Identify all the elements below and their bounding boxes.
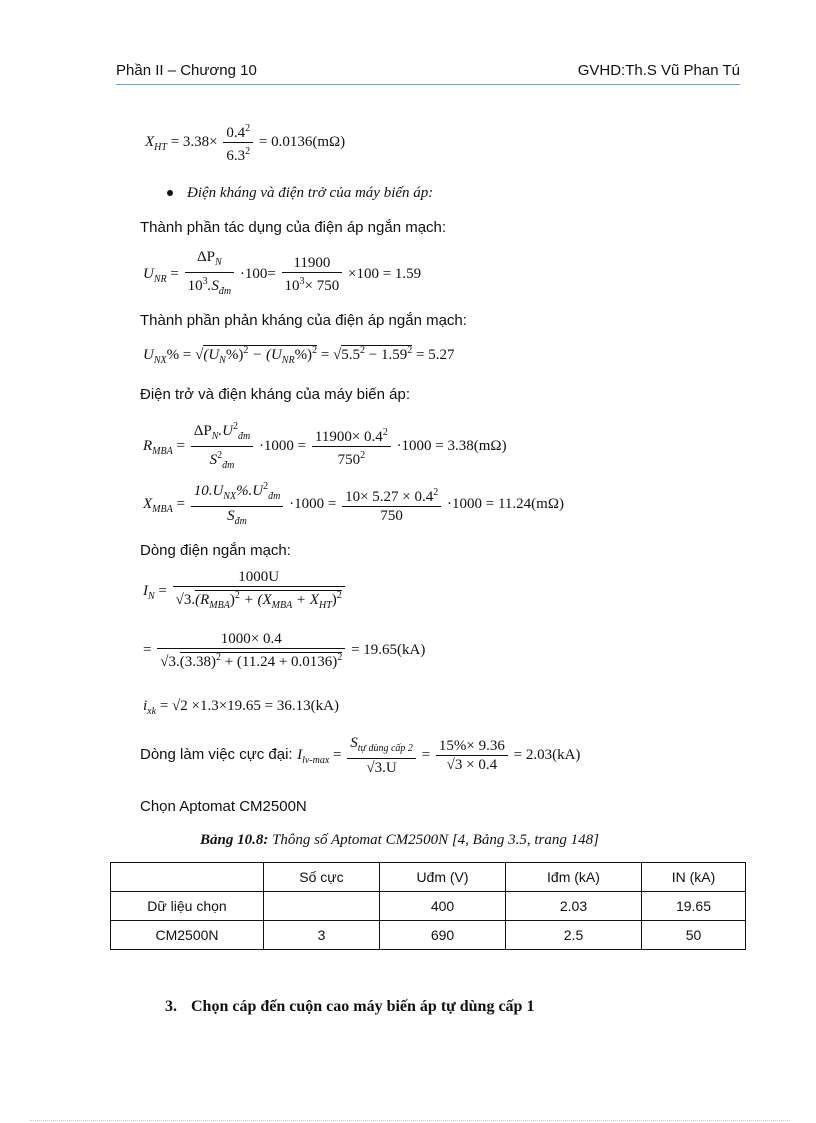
header-chapter: Phần II – Chương 10	[116, 62, 257, 79]
table-cell: CM2500N	[111, 921, 264, 950]
header-instructor: GVHD:Th.S Vũ Phan Tú	[577, 62, 740, 79]
table-header-row	[111, 863, 746, 892]
paragraph-transformer-impedance: Điện trở và điện kháng của máy biến áp:	[140, 386, 410, 403]
table-header-cell	[111, 863, 264, 892]
page-header	[116, 62, 740, 85]
table-cell: 2.5	[506, 921, 642, 950]
equation-ixk: $i_{xk} = √2 \times 1.3\times 19.65 = 36.13(kA)$	[143, 698, 339, 717]
paragraph-reactive-component: Thành phần phản kháng của điện áp ngắn mạch:	[140, 312, 467, 329]
table-header-cell: Số cực	[264, 863, 380, 892]
table-cell: 19.65	[642, 892, 746, 921]
table-cell: 2.03	[506, 892, 642, 921]
aptomat-spec-table	[110, 862, 746, 950]
equation-xht: $X_{HT} = 3.38\times$ $\frac{0.4^2}{6.3^2}$ = 0.0136(mΩ)	[145, 120, 345, 165]
paragraph-choose-aptomat: Chọn Aptomat CM2500N	[140, 798, 307, 815]
table-header-cell: Iđm (kA)	[506, 863, 642, 892]
table-cell: 400	[380, 892, 506, 921]
equation-unr: $U_{NR}$ = $\frac{\Delta P_N}{10^3.S_{đm}}$ ·100= $\frac{11900}{10^3\times 750}$ ×100 = 1.59	[143, 249, 422, 297]
equation-unx: $U_{NX}\% = √(U_N\%)^2 - (U_{NR}\%)^2 = √5.5^2 - 1.59^2 = 5.27$	[143, 345, 455, 366]
section-heading: 3. Chọn cáp đến cuộn cao máy biến áp tự dùng cấp 1	[165, 998, 535, 1015]
table-header-cell: Uđm (V)	[380, 863, 506, 892]
paragraph-active-component: Thành phần tác dụng của điện áp ngắn mạch:	[140, 219, 447, 236]
table-header-cell: IN (kA)	[642, 863, 746, 892]
table-row	[111, 921, 746, 950]
equation-in: $I_N$ = $\frac{1000U}{√3.(R_{MBA})^2 + (X_{MBA} + X_{HT})^2}$	[143, 568, 347, 615]
equation-in-value: = $\frac{1000\times 0.4}{√3.(3.38)^2 + (11.24 + 0.0136)^2}$ = 19.65(kA)	[143, 631, 426, 670]
table-caption: Bảng 10.8: Thông số Aptomat CM2500N [4, Bảng 3.5, trang 148]	[200, 832, 599, 848]
table-cell: 3	[264, 921, 380, 950]
table-cell: 50	[642, 921, 746, 950]
equation-rmba: $R_{MBA}$ = $\frac{\Delta P_N.U^2_{đm}}{S^2_{đm}}$ ·1000 = $\frac{11900\times 0.4^2}{750^2}$ ·1000 = 3.38(mΩ)	[143, 418, 507, 475]
table-row	[111, 892, 746, 921]
table-cell: Dữ liệu chọn	[111, 892, 264, 921]
bullet-icon	[167, 190, 173, 196]
equation-ilv-max: Dòng làm việc cực đại: $I_{lv-max}$ = $\frac{S_{tự dùng cấp 2}}{√3.U}$ = $\frac{15\%\times 9.36}{√3 \times 0.4}$ = 2.03(kA)	[140, 735, 581, 776]
table-cell	[264, 892, 380, 921]
equation-xmba: $X_{MBA}$ = $\frac{10.U_{NX}\%.U^2_{đm}}{S_{đm}}$ ·1000 = $\frac{10\times 5.27 \times 0.4^2}{750}$ ·1000 = 11.24(mΩ)	[143, 478, 564, 531]
bullet-item: Điện kháng và điện trở của máy biến áp:	[167, 184, 433, 202]
page-bottom-divider	[30, 1120, 790, 1121]
paragraph-short-circuit: Dòng điện ngắn mạch:	[140, 542, 291, 559]
table-cell: 690	[380, 921, 506, 950]
